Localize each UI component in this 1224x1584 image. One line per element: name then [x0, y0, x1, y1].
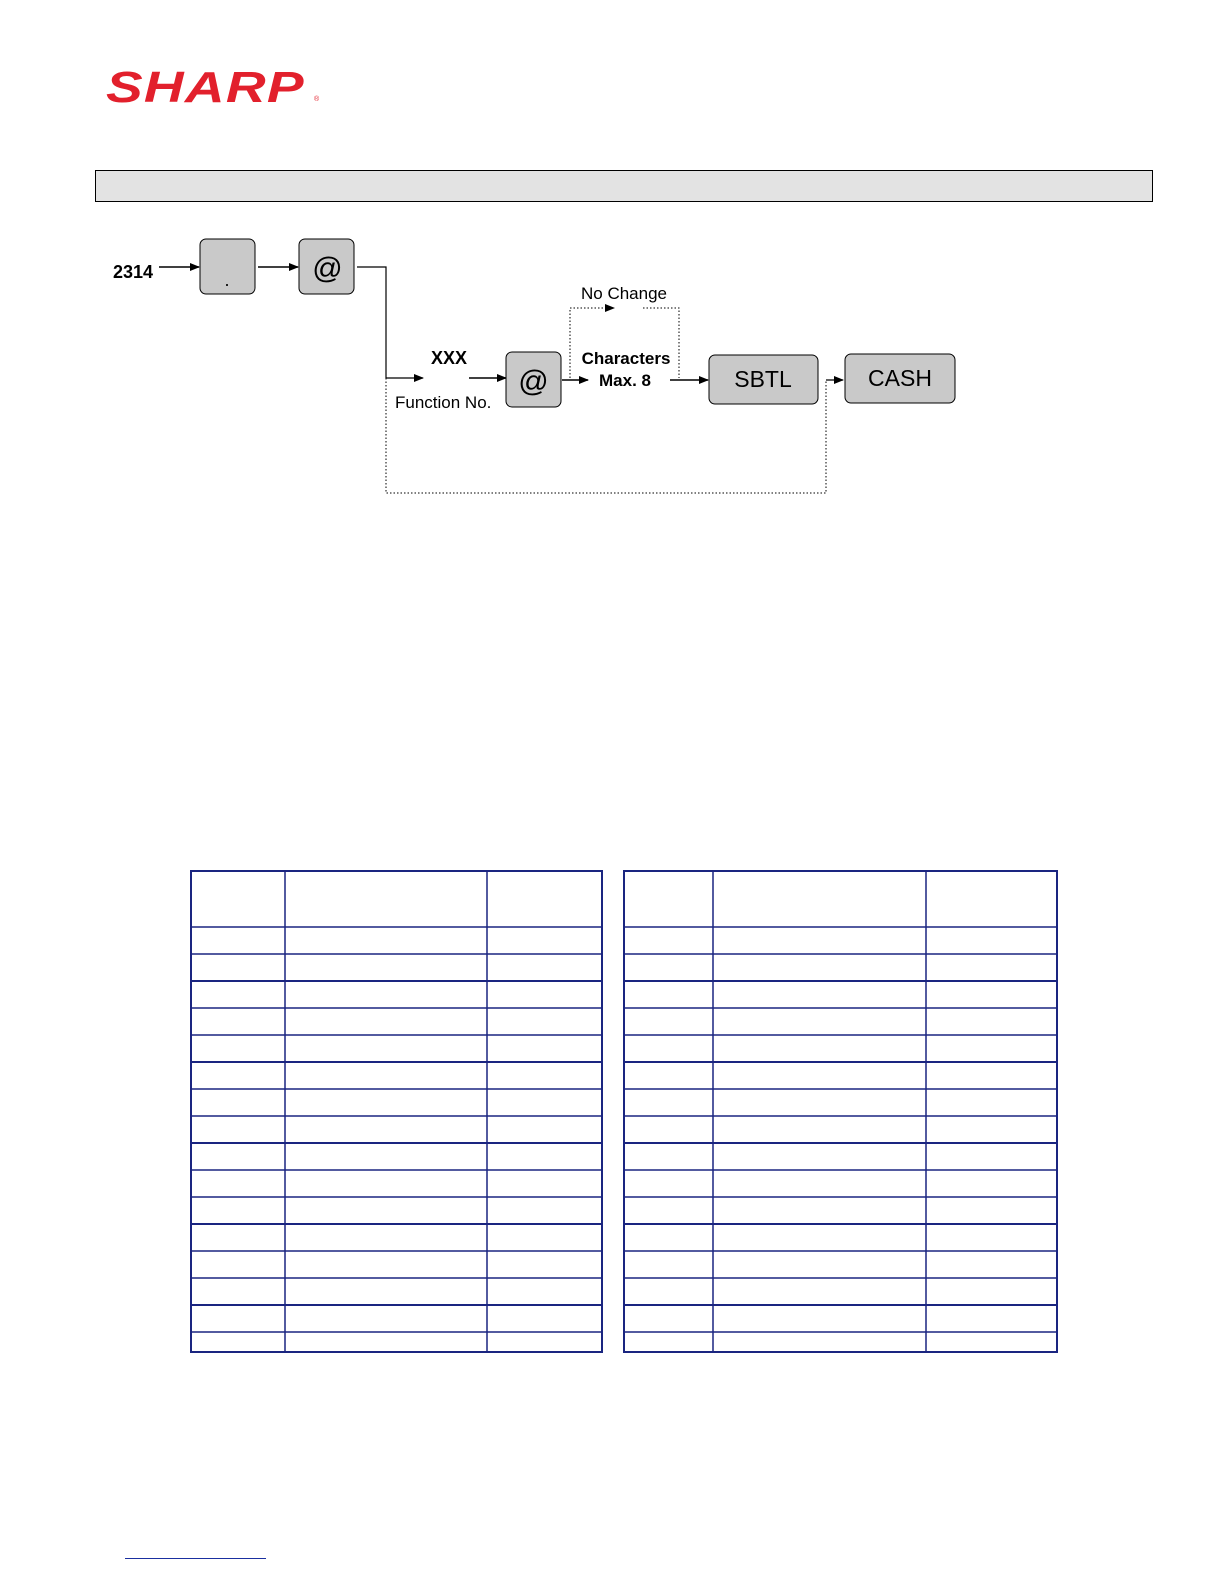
at-key-1-label: @ [311, 252, 343, 285]
at-key-2-label: @ [517, 365, 549, 398]
logo-text: SHARP [106, 63, 305, 112]
characters-label: Characters [581, 349, 671, 368]
decimal-key-label: . [224, 270, 230, 290]
max8-label: Max. 8 [599, 371, 651, 390]
footer-link-underline [125, 1558, 266, 1559]
function-table [190, 870, 1060, 1356]
no-change-label: No Change [580, 284, 668, 303]
start-code-label: 2314 [113, 262, 154, 282]
cash-key-label: CASH [868, 365, 932, 391]
key-sequence-diagram [0, 0, 1224, 520]
sbtl-key-label: SBTL [734, 366, 792, 392]
function-no-label: Function No. [395, 393, 492, 412]
xxx-label: XXX [430, 348, 468, 368]
registered-mark-icon: ® [314, 96, 320, 103]
